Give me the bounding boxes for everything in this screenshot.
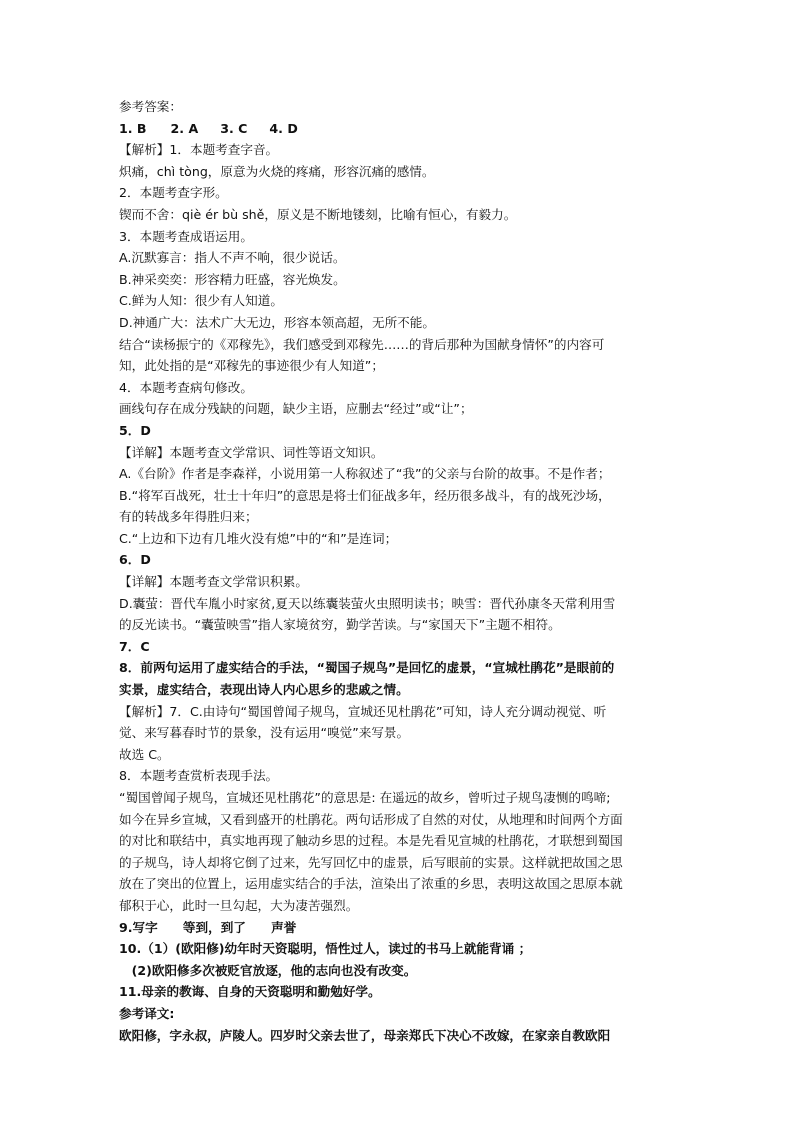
multiple-choice-answers bbox=[119, 118, 689, 140]
text-line: 【详解】本题考查文学常识、词性等语文知识。 bbox=[119, 444, 384, 460]
text-line: 如今在异乡宣城，又看到盛开的杜鹃花。两句话形成了自然的对仗，从地理和时间两个方面 bbox=[119, 811, 623, 827]
text-line: 11.母亲的教诲、自身的天资聪明和勤勉好学。 bbox=[119, 984, 381, 1000]
text-line: “蜀国曾闻子规鸟，宣城还见杜鹃花”的意思是: 在遥远的故乡，曾听过子规鸟凄恻的鸣啼; bbox=[119, 790, 611, 805]
text-line: 2．本题考查字形。 bbox=[119, 185, 228, 201]
text-line: 【解析】1．本题考查字音。 bbox=[119, 142, 279, 158]
text-line: 9.写字 等到，到了 声誉 bbox=[119, 919, 297, 935]
text-line: 5．D bbox=[119, 422, 151, 438]
text-line: 4．本题考查病句修改。 bbox=[119, 379, 253, 395]
text-line: 的反光读书。“囊萤映雪”指人家境贫穷，勤学苦读。与“家国天下”主题不相符。 bbox=[119, 617, 561, 633]
text-line: C.鲜为人知：很少有人知道。 bbox=[119, 293, 283, 309]
text-line: 实景，虚实结合，表现出诗人内心思乡的悲戚之情。 bbox=[119, 682, 409, 698]
text-line: 觉、来写暮春时节的景象，没有运用“嗅觉”来写景。 bbox=[119, 725, 410, 741]
answer-key-content bbox=[119, 96, 689, 1046]
text-line: 6．D bbox=[119, 552, 151, 568]
text-line: 欧阳修，字永叔，庐陵人。四岁时父亲去世了，母亲郑氏下决心不改嫁，在家亲自教欧阳 bbox=[119, 1027, 611, 1043]
text-line: A.《台阶》作者是李森祥，小说用第一人称叙述了“我”的父亲与台阶的故事。不是作者； bbox=[119, 466, 611, 482]
answer-1: 1. B bbox=[119, 120, 147, 136]
text-line: 【详解】本题考查文学常识积累。 bbox=[119, 574, 308, 590]
text-line: B.“将军百战死，壮士十年归”的意思是将士们征战多年，经历很多战斗，有的战死沙场， bbox=[119, 487, 611, 503]
text-line: 8．前两句运用了虚实结合的手法，“蜀国子规鸟”是回忆的虚景，“宣城杜鹃花”是眼前的 bbox=[119, 660, 615, 676]
text-line: 8．本题考查赏析表现手法。 bbox=[119, 768, 279, 784]
text-line: (2)欧阳修多次被贬官放逐，他的志向也没有改变。 bbox=[119, 962, 417, 978]
text-line: 参考译文: bbox=[119, 1005, 175, 1021]
explanation-lines bbox=[119, 139, 689, 1046]
text-line: A.沉默寡言：指人不声不响，很少说话。 bbox=[119, 250, 346, 266]
text-line: 7．C bbox=[119, 638, 150, 654]
answer-3: 3. C bbox=[220, 120, 248, 136]
text-line: 画线句存在成分残缺的问题，缺少主语，应删去“经过”或“让”； bbox=[119, 401, 473, 417]
text-line: 郁积于心，此时一旦勾起，大为凄苦强烈。 bbox=[119, 897, 359, 913]
text-line: 有的转战多年得胜归来； bbox=[119, 509, 258, 525]
answer-key-heading: 参考答案： bbox=[119, 99, 182, 114]
text-line: 炽痛，chì tòng，原意为火烧的疼痛，形容沉痛的感情。 bbox=[119, 163, 435, 179]
text-line: 【解析】7．C.由诗句“蜀国曾闻子规鸟，宣城还见杜鹃花”可知，诗人充分调动视觉、听 bbox=[119, 703, 607, 719]
text-line: D.神通广大：法术广大无边，形容本领高超，无所不能。 bbox=[119, 314, 435, 330]
answer-4: 4. D bbox=[269, 120, 298, 136]
text-line: 10.（1）(欧阳修)幼年时天资聪明，悟性过人，读过的书马上就能背诵 ； bbox=[119, 941, 532, 957]
text-line: 知，此处指的是“邓稼先的事迹很少有人知道”； bbox=[119, 358, 384, 374]
text-line: 放在了突出的位置上，运用虚实结合的手法，渲染出了浓重的乡思，表明这故国之思原本就 bbox=[119, 876, 623, 892]
text-line: B.神采奕奕：形容精力旺盛，容光焕发。 bbox=[119, 271, 346, 287]
text-line: 的对比和联结中，真实地再现了触动乡思的过程。本是先看见宣城的杜鹃花，才联想到蜀国 bbox=[119, 833, 623, 849]
text-line: C.“上边和下边有几堆火没有熄”中的“和”是连词； bbox=[119, 530, 398, 546]
text-line: 故选 C。 bbox=[119, 746, 170, 762]
text-line: 3．本题考查成语运用。 bbox=[119, 228, 253, 244]
answer-2: 2. A bbox=[170, 120, 199, 136]
text-line: 锲而不舍：qiè ér bù shě，原义是不断地镂刻，比喻有恒心，有毅力。 bbox=[119, 206, 517, 222]
text-line: D.囊萤：晋代车胤小时家贫,夏天以练囊装萤火虫照明读书；映雪：晋代孙康冬天常利用雪 bbox=[119, 595, 616, 611]
text-line: 结合“读杨振宁的《邓稼先》，我们感受到邓稼先……的背后那种为国献身情怀”的内容可 bbox=[119, 336, 605, 352]
text-line: 的子规鸟，诗人却将它倒了过来，先写回忆中的虚景，后写眼前的实景。这样就把故国之思 bbox=[119, 854, 623, 870]
